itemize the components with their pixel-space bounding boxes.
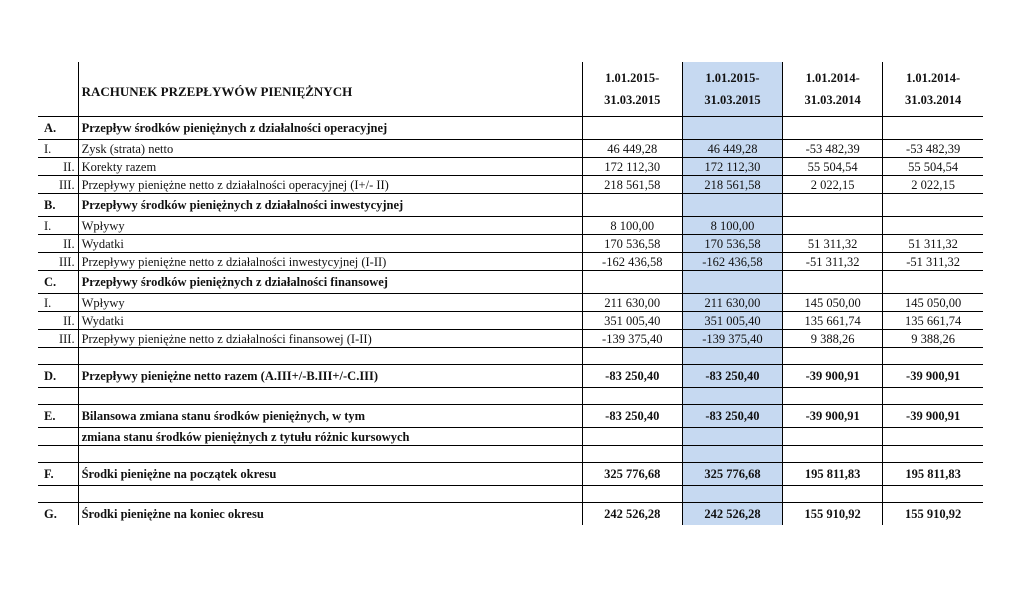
row-value-period-4: [883, 217, 983, 235]
row-value-period-2: 242 526,28: [682, 503, 782, 526]
statement-row: [38, 330, 983, 348]
row-value-period-3: -39 900,91: [783, 365, 883, 388]
row-value-period-3: 55 504,54: [783, 158, 883, 176]
spacer-value-cell: [682, 388, 782, 405]
row-label: Środki pieniężne na początek okresu: [78, 463, 582, 486]
row-value-period-1: -83 250,40: [582, 405, 682, 428]
row-code: D.: [38, 365, 78, 388]
row-value-period-2: 46 449,28: [682, 140, 782, 158]
row-value-period-4: -53 482,39: [883, 140, 983, 158]
period-header-4-start: 1.01.2014-: [906, 71, 961, 85]
row-label: Bilansowa zmiana stanu środków pieniężnych, w tym: [78, 405, 582, 428]
statement-row: [38, 140, 983, 158]
row-value-period-1: 8 100,00: [582, 217, 682, 235]
row-value-period-1: [582, 428, 682, 446]
period-header-2-start: 1.01.2015-: [705, 71, 760, 85]
row-label: Przepływy środków pieniężnych z działalności inwestycyjnej: [78, 194, 582, 217]
row-code: C.: [38, 271, 78, 294]
spacer-row: [38, 446, 983, 463]
spacer-code-cell: [38, 388, 78, 405]
row-value-period-4: [883, 271, 983, 294]
row-value-period-2: 8 100,00: [682, 217, 782, 235]
row-value-period-3: [783, 428, 883, 446]
spacer-value-cell: [883, 446, 983, 463]
row-value-period-4: [883, 428, 983, 446]
row-value-period-2: 172 112,30: [682, 158, 782, 176]
period-header-3-start: 1.01.2014-: [805, 71, 860, 85]
spacer-value-cell: [582, 486, 682, 503]
row-value-period-2: [682, 117, 782, 140]
statement-row: [38, 117, 983, 140]
spacer-value-cell: [883, 486, 983, 503]
period-header-2-end: 31.03.2015: [704, 93, 761, 107]
row-code: II.: [38, 312, 78, 330]
row-code: E.: [38, 405, 78, 428]
row-value-period-2: 325 776,68: [682, 463, 782, 486]
header-row: [38, 62, 983, 117]
row-value-period-4: 155 910,92: [883, 503, 983, 526]
row-value-period-2: -83 250,40: [682, 365, 782, 388]
row-value-period-4: 9 388,26: [883, 330, 983, 348]
row-value-period-2: [682, 194, 782, 217]
row-value-period-1: [582, 271, 682, 294]
row-code: B.: [38, 194, 78, 217]
row-label: Zysk (strata) netto: [78, 140, 582, 158]
row-value-period-1: 46 449,28: [582, 140, 682, 158]
row-value-period-3: -51 311,32: [783, 253, 883, 271]
row-code: I.: [38, 294, 78, 312]
row-value-period-2: [682, 428, 782, 446]
row-value-period-1: -139 375,40: [582, 330, 682, 348]
row-label: Przepływy pieniężne netto z działalności inwestycyjnej (I-II): [78, 253, 582, 271]
row-value-period-1: 170 536,58: [582, 235, 682, 253]
spacer-value-cell: [783, 486, 883, 503]
spacer-label-cell: [78, 446, 582, 463]
spacer-value-cell: [682, 348, 782, 365]
row-code: II.: [38, 235, 78, 253]
row-value-period-2: -83 250,40: [682, 405, 782, 428]
row-label: Wydatki: [78, 312, 582, 330]
row-value-period-1: 211 630,00: [582, 294, 682, 312]
row-value-period-3: [783, 194, 883, 217]
spacer-value-cell: [783, 446, 883, 463]
statement-row: [38, 176, 983, 194]
row-value-period-3: 2 022,15: [783, 176, 883, 194]
row-label: Korekty razem: [78, 158, 582, 176]
row-label: Przepływy środków pieniężnych z działalności finansowej: [78, 271, 582, 294]
statement-row: [38, 235, 983, 253]
row-code: A.: [38, 117, 78, 140]
row-label: Środki pieniężne na koniec okresu: [78, 503, 582, 526]
period-header-4-end: 31.03.2014: [905, 93, 962, 107]
spacer-code-cell: [38, 348, 78, 365]
statement-row: [38, 312, 983, 330]
row-code: I.: [38, 217, 78, 235]
row-value-period-2: 170 536,58: [682, 235, 782, 253]
spacer-value-cell: [783, 388, 883, 405]
row-value-period-4: 145 050,00: [883, 294, 983, 312]
row-label: Przepływy pieniężne netto z działalności operacyjnej (I+/- II): [78, 176, 582, 194]
spacer-value-cell: [883, 348, 983, 365]
spacer-label-cell: [78, 348, 582, 365]
spacer-value-cell: [582, 388, 682, 405]
row-code: [38, 428, 78, 446]
spacer-value-cell: [582, 446, 682, 463]
row-value-period-2: 218 561,58: [682, 176, 782, 194]
statement-title: RACHUNEK PRZEPŁYWÓW PIENIĘŻNYCH: [78, 62, 582, 117]
row-value-period-3: -39 900,91: [783, 405, 883, 428]
statement-row: [38, 294, 983, 312]
row-value-period-4: 195 811,83: [883, 463, 983, 486]
statement-row: [38, 271, 983, 294]
spacer-value-cell: [582, 348, 682, 365]
row-value-period-1: 218 561,58: [582, 176, 682, 194]
row-value-period-4: [883, 194, 983, 217]
statement-body: [38, 117, 983, 526]
statement-row: [38, 194, 983, 217]
row-value-period-4: -39 900,91: [883, 405, 983, 428]
row-code: III.: [38, 176, 78, 194]
cash-flow-statement-table: [38, 62, 983, 525]
spacer-value-cell: [682, 446, 782, 463]
row-value-period-1: 325 776,68: [582, 463, 682, 486]
statement-row: [38, 503, 983, 526]
statement-row: [38, 158, 983, 176]
spacer-row: [38, 348, 983, 365]
spacer-value-cell: [883, 388, 983, 405]
statement-row: [38, 217, 983, 235]
row-label: Przepływ środków pieniężnych z działalności operacyjnej: [78, 117, 582, 140]
row-value-period-3: [783, 271, 883, 294]
row-value-period-2: -162 436,58: [682, 253, 782, 271]
row-label: Wydatki: [78, 235, 582, 253]
row-value-period-3: -53 482,39: [783, 140, 883, 158]
row-code: III.: [38, 330, 78, 348]
row-value-period-2: 351 005,40: [682, 312, 782, 330]
row-value-period-1: 242 526,28: [582, 503, 682, 526]
row-value-period-4: [883, 117, 983, 140]
spacer-row: [38, 388, 983, 405]
row-value-period-4: -39 900,91: [883, 365, 983, 388]
row-value-period-1: -83 250,40: [582, 365, 682, 388]
spacer-value-cell: [783, 348, 883, 365]
statement-row: [38, 365, 983, 388]
row-value-period-2: 211 630,00: [682, 294, 782, 312]
row-value-period-4: 2 022,15: [883, 176, 983, 194]
row-label: Przepływy pieniężne netto razem (A.III+/-B.III+/-C.III): [78, 365, 582, 388]
row-label: Wpływy: [78, 294, 582, 312]
row-code: I.: [38, 140, 78, 158]
row-value-period-3: [783, 117, 883, 140]
row-value-period-2: -139 375,40: [682, 330, 782, 348]
header-code-cell: [38, 62, 78, 117]
row-value-period-4: 55 504,54: [883, 158, 983, 176]
statement-row: [38, 405, 983, 428]
period-header-1-start: 1.01.2015-: [605, 71, 660, 85]
row-value-period-1: 351 005,40: [582, 312, 682, 330]
row-value-period-3: 135 661,74: [783, 312, 883, 330]
spacer-code-cell: [38, 486, 78, 503]
row-code: F.: [38, 463, 78, 486]
spacer-row: [38, 486, 983, 503]
row-value-period-3: 145 050,00: [783, 294, 883, 312]
row-value-period-3: 195 811,83: [783, 463, 883, 486]
statement-row: [38, 253, 983, 271]
row-value-period-2: [682, 271, 782, 294]
period-header-3-end: 31.03.2014: [804, 93, 861, 107]
row-value-period-1: 172 112,30: [582, 158, 682, 176]
row-value-period-4: 135 661,74: [883, 312, 983, 330]
spacer-code-cell: [38, 446, 78, 463]
row-value-period-3: 51 311,32: [783, 235, 883, 253]
row-label: Przepływy pieniężne netto z działalności finansowej (I-II): [78, 330, 582, 348]
spacer-value-cell: [682, 486, 782, 503]
period-header-4: [883, 62, 983, 117]
row-value-period-3: [783, 217, 883, 235]
row-code: III.: [38, 253, 78, 271]
row-value-period-3: 155 910,92: [783, 503, 883, 526]
statement-row: [38, 463, 983, 486]
row-value-period-1: -162 436,58: [582, 253, 682, 271]
row-code: II.: [38, 158, 78, 176]
row-label: zmiana stanu środków pieniężnych z tytułu różnic kursowych: [78, 428, 582, 446]
row-value-period-1: [582, 194, 682, 217]
row-value-period-3: 9 388,26: [783, 330, 883, 348]
row-code: G.: [44, 507, 57, 521]
period-header-2: [682, 62, 782, 117]
spacer-label-cell: [78, 486, 582, 503]
row-label: Wpływy: [78, 217, 582, 235]
period-header-1-end: 31.03.2015: [604, 93, 661, 107]
statement-row: [38, 428, 983, 446]
period-header-1: [582, 62, 682, 117]
spacer-label-cell: [78, 388, 582, 405]
row-value-period-4: 51 311,32: [883, 235, 983, 253]
row-value-period-4: -51 311,32: [883, 253, 983, 271]
period-header-3: [783, 62, 883, 117]
row-value-period-1: [582, 117, 682, 140]
